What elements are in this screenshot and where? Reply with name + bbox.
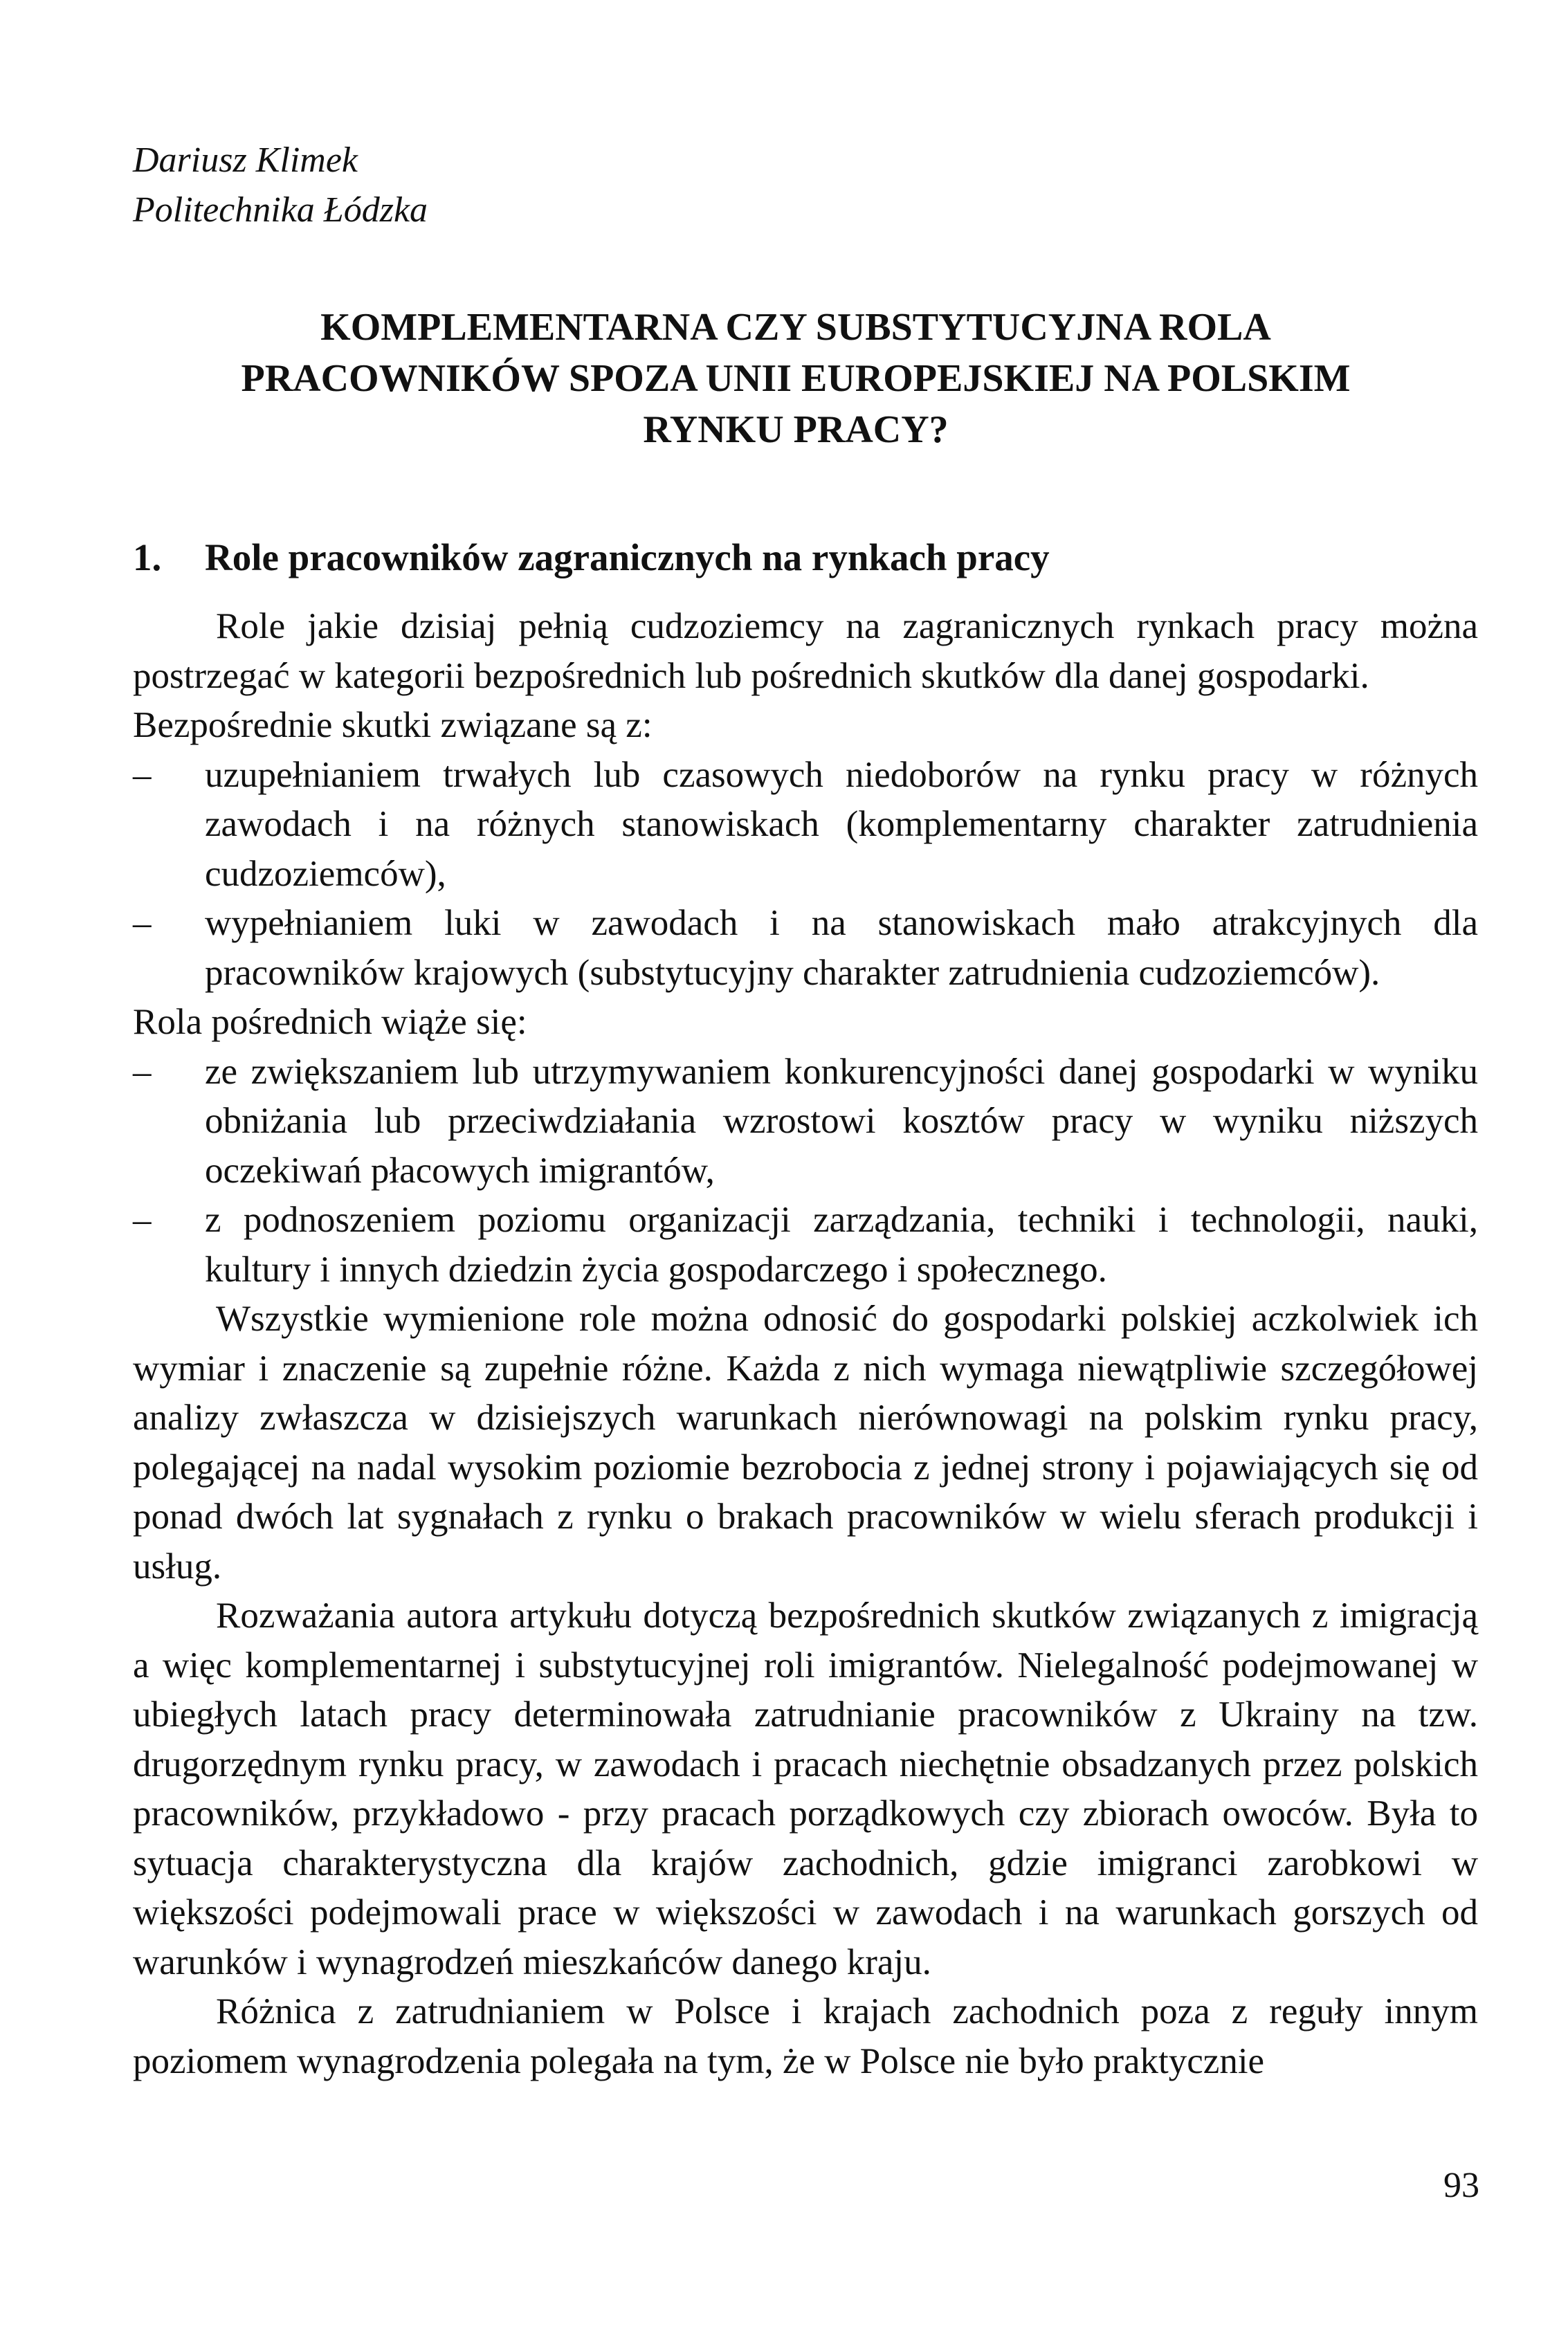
list-item: – wypełnianiem luki w zawodach i na stanowiskach mało atrakcyjnych dla pracowników krajowych (substytucyjny charakter zatrudnienia cudzoziemców).: [133, 899, 1478, 998]
body-paragraph: Różnica z zatrudnianiem w Polsce i krajach zachodnich poza z reguły innym poziomem wynagrodzenia polegała na tym, że w Polsce nie było praktycznie: [133, 1991, 1478, 2081]
author-affiliation: Politechnika Łódzka: [133, 190, 428, 230]
list-item: – z podnoszeniem poziomu organizacji zarządzania, techniki i technologii, nauki, kultury i innych dziedzin życia gospodarczego i społecznego.: [133, 1196, 1478, 1295]
title-line: PRACOWNIKÓW SPOZA UNII EUROPEJSKIEJ NA POLSKIM: [241, 357, 1351, 400]
body-paragraph: Rozważania autora artykułu dotyczą bezpośrednich skutków związanych z imigracją a więc komplementarnej i substytucyjnej roli imigrantów. Nielegalność podejmowanej w ubiegłych latach pracy determinowała zatrudnianie pracowników z Ukrainy na tzw. drugorzędnym rynku pracy, w zawodach i pracach niechętnie obsadzanych przez polskich pracowników, przykładowo - przy pracach porządkowych czy zbiorach owoców. Była to sytuacja charakterystyczna dla krajów zachodnich, gdzie imigranci zarobkowi w większości podejmowali prace w większości w zawodach i na warunkach gorszych od warunków i wynagrodzeń mieszkańców danego kraju.: [133, 1596, 1478, 1982]
direct-effects-list: [133, 751, 1478, 998]
article-title: [104, 302, 1488, 455]
body-paragraph: Wszystkie wymienione role można odnosić do gospodarki polskiej aczkolwiek ich wymiar i znaczenie są zupełnie różne. Każda z nich wymaga niewątpliwie szczegółowej analizy zwłaszcza w dzisiejszych warunkach nierównowagi na polskim rynku pracy, polegającej na nadal wysokim poziomie bezrobocia z jednej strony i pojawiających się od ponad dwóch lat sygnałach z rynku o brakach pracowników w wielu sferach produkcji i usług.: [133, 1299, 1478, 1587]
intro-paragraph: Role jakie dzisiaj pełnią cudzoziemcy na zagranicznych rynkach pracy można postrzegać w kategorii bezpośrednich lub pośrednich skutków dla danej gospodarki.: [133, 606, 1478, 696]
direct-effects-heading: Bezpośrednie skutki związane są z:: [133, 705, 653, 745]
section-heading: [133, 533, 1050, 583]
title-line: KOMPLEMENTARNA CZY SUBSTYTUCYJNA ROLA: [320, 306, 1271, 349]
indirect-effects-list: [133, 1048, 1478, 1295]
section-title: Role pracowników zagranicznych na rynkach pracy: [205, 536, 1050, 578]
author-block: [133, 136, 428, 235]
list-item: – ze zwiększaniem lub utrzymywaniem konkurencyjności danej gospodarki w wyniku obniżania lub przeciwdziałania wzrostowi kosztów pracy w wyniku niższych oczekiwań płacowych imigrantów,: [133, 1048, 1478, 1196]
article-body: [133, 602, 1478, 2086]
title-line: RYNKU PRACY?: [643, 408, 949, 451]
page-number: 93: [1443, 2166, 1479, 2205]
indirect-effects-heading: Rola pośrednich wiąże się:: [133, 1002, 527, 1042]
author-name: Dariusz Klimek: [133, 140, 358, 180]
list-item: – uzupełnianiem trwałych lub czasowych niedoborów na rynku pracy w różnych zawodach i na różnych stanowiskach (komplementarny charakter zatrudnienia cudzoziemców),: [133, 751, 1478, 899]
section-number: 1.: [133, 536, 162, 578]
